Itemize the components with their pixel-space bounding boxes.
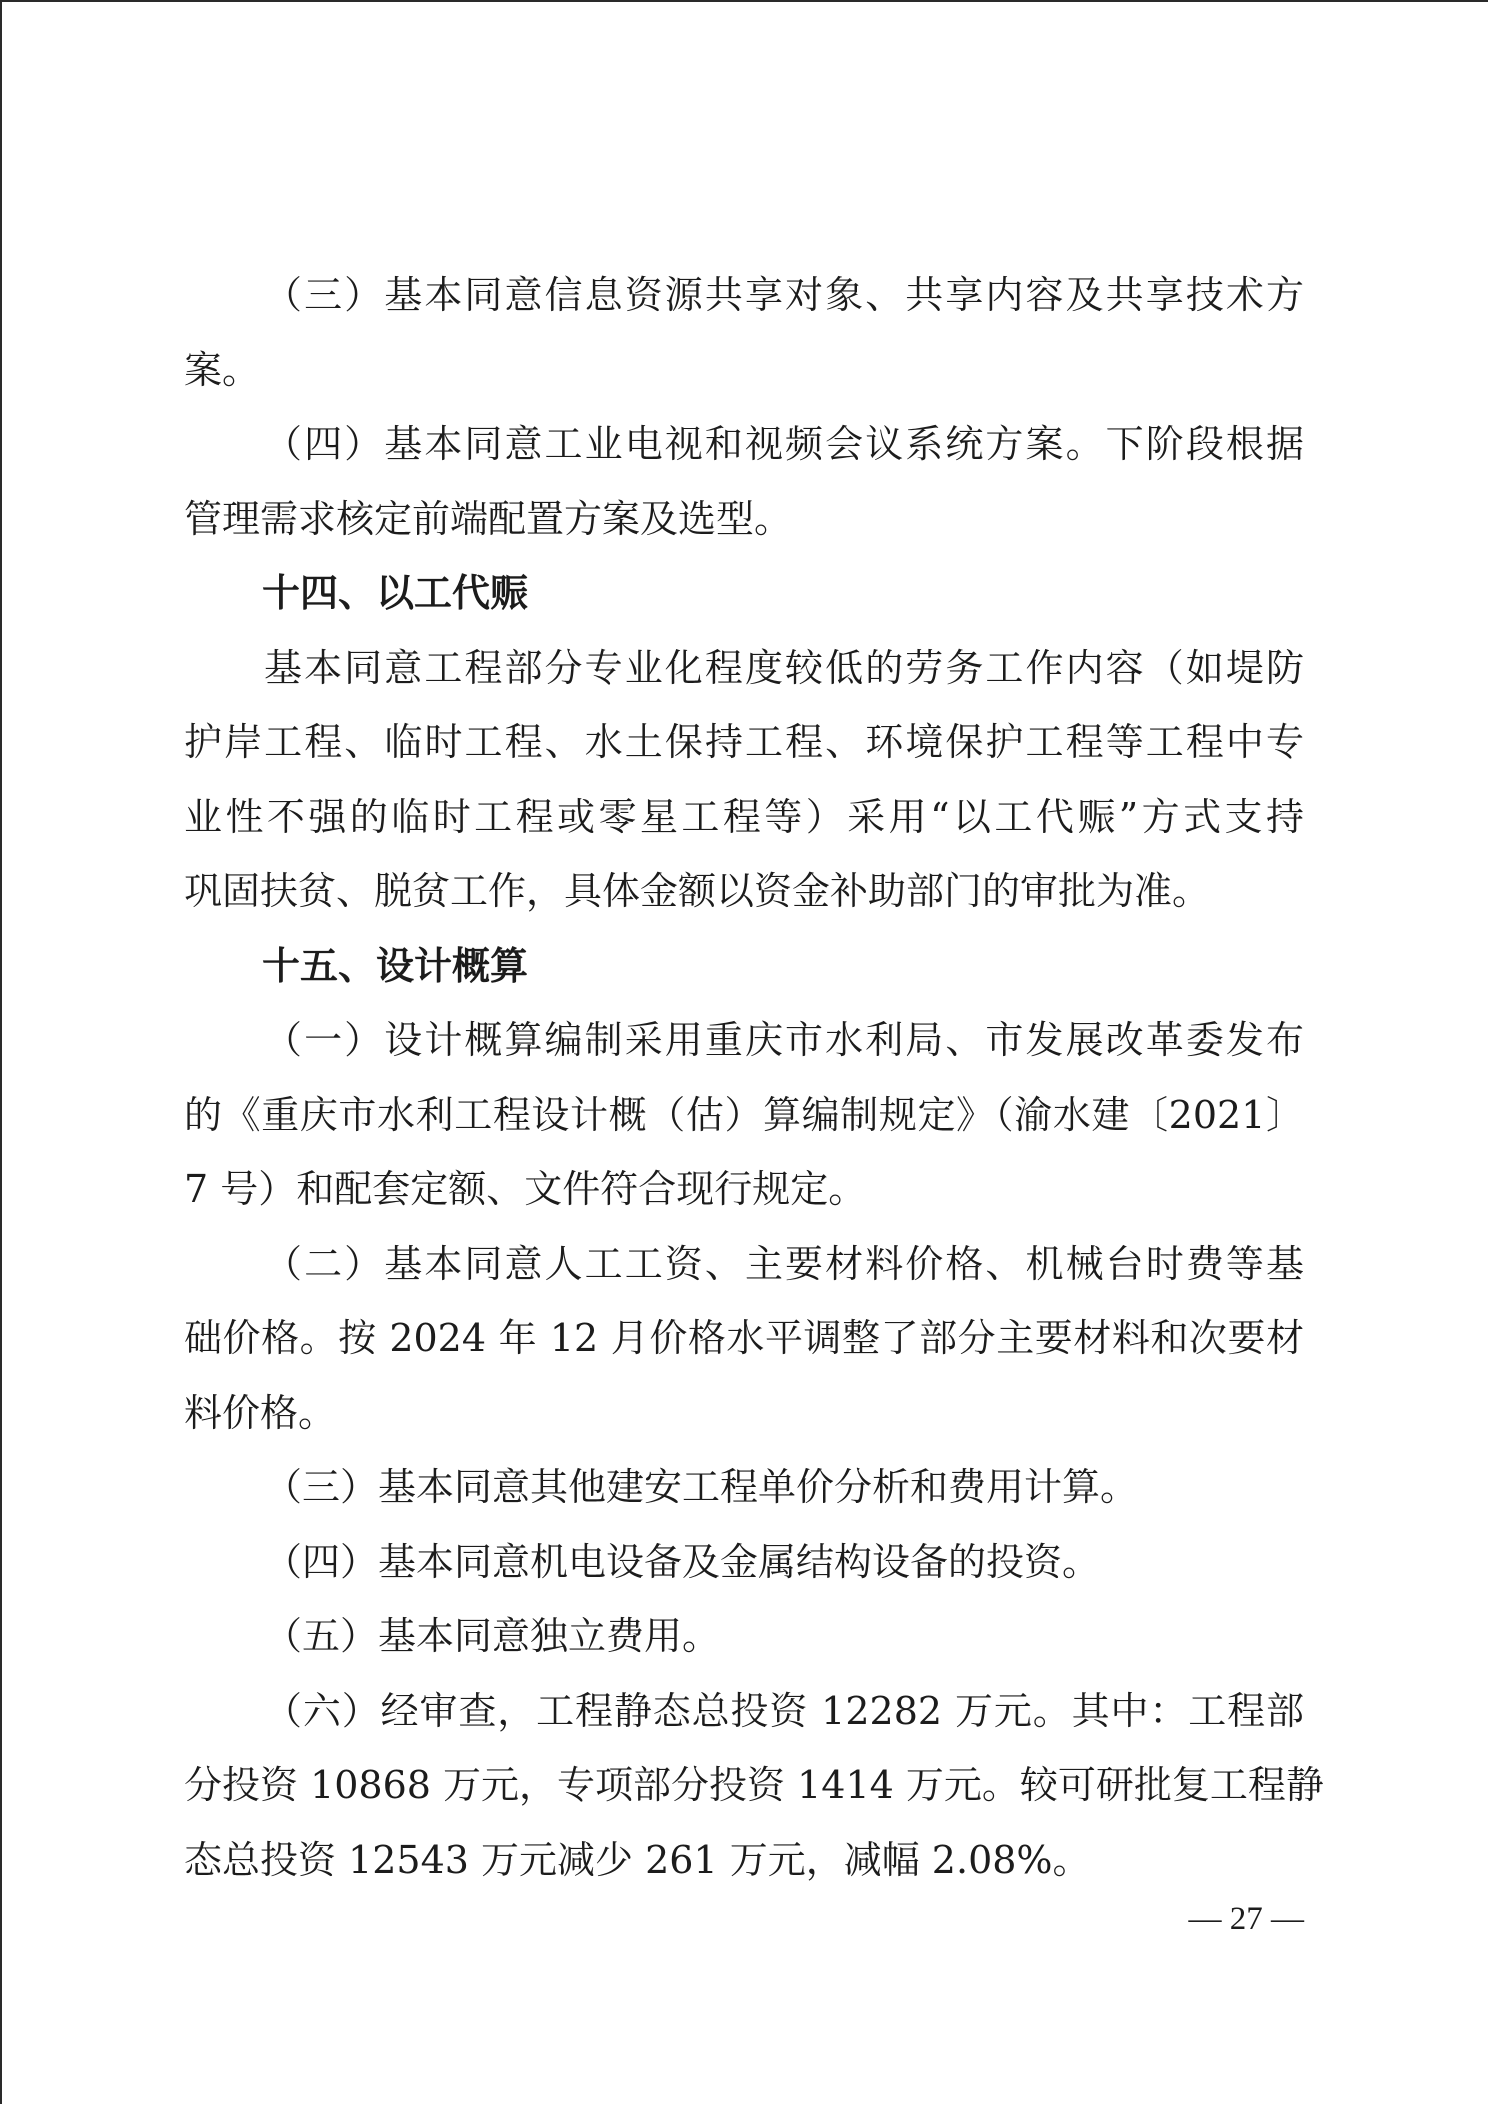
paragraph [184, 1674, 1324, 1898]
paragraph-line: （四）基本同意机电设备及金属结构设备的投资。 [264, 1539, 1101, 1584]
paragraph-line: 础价格。按 2024 年 12 月价格水平调整了部分主要材料和次要材 [184, 1316, 1304, 1360]
paragraph-line: （一）设计概算编制采用重庆市水利局、市发展改革委发布 [264, 1018, 1304, 1062]
paragraph-line: 管理需求核定前端配置方案及选型。 [184, 496, 793, 541]
paragraph [184, 1003, 1304, 1227]
paragraph-line: 的《重庆市水利工程设计概（估）算编制规定》（渝水建〔2021〕 [184, 1092, 1304, 1137]
paragraph-line: （三）基本同意信息资源共享对象、共享内容及共享技术方 [264, 273, 1304, 317]
paragraph-line: 业性不强的临时工程或零星工程等）采用“以工代赈”方式支持 [184, 794, 1304, 839]
page-number: — 27 — [1188, 1901, 1304, 1937]
paragraph-line: 分投资 10868 万元，专项部分投资 1414 万元。较可研批复工程静 [184, 1763, 1324, 1807]
paragraph [184, 1525, 1304, 1600]
paragraph-line: （二）基本同意人工工资、主要材料价格、机械台时费等基 [264, 1241, 1304, 1286]
section-heading: 十五、设计概算 [262, 943, 529, 988]
paragraph-line: （五）基本同意独立费用。 [264, 1614, 721, 1658]
paragraph-line: （三）基本同意其他建安工程单价分析和费用计算。 [264, 1465, 1139, 1509]
paragraph-line: （四）基本同意工业电视和视频会议系统方案。下阶段根据 [264, 422, 1304, 466]
paragraph-line: 态总投资 12543 万元减少 261 万元，减幅 2.08%。 [184, 1837, 1091, 1882]
paragraph [184, 631, 1304, 929]
paragraph-line: 案。 [184, 347, 261, 392]
paragraph [184, 1599, 1304, 1674]
paragraph-line: 7 号）和配套定额、文件符合现行规定。 [184, 1167, 867, 1211]
paragraph [184, 1227, 1304, 1451]
paragraph [184, 407, 1304, 556]
paragraph [184, 258, 1304, 407]
paragraph-line: 护岸工程、临时工程、水土保持工程、环境保护工程等工程中专 [184, 720, 1304, 764]
section-heading: 十四、以工代赈 [262, 571, 529, 615]
page-body [184, 258, 1324, 1897]
paragraph-line: 料价格。 [184, 1390, 337, 1435]
paragraph-line: 巩固扶贫、脱贫工作，具体金额以资金补助部门的审批为准。 [184, 869, 1211, 913]
paragraph-line: 基本同意工程部分专业化程度较低的劳务工作内容（如堤防 [264, 645, 1304, 690]
paragraph-line: （六）经审查，工程静态总投资 12282 万元。其中：工程部 [264, 1688, 1304, 1733]
paragraph [184, 1450, 1304, 1525]
